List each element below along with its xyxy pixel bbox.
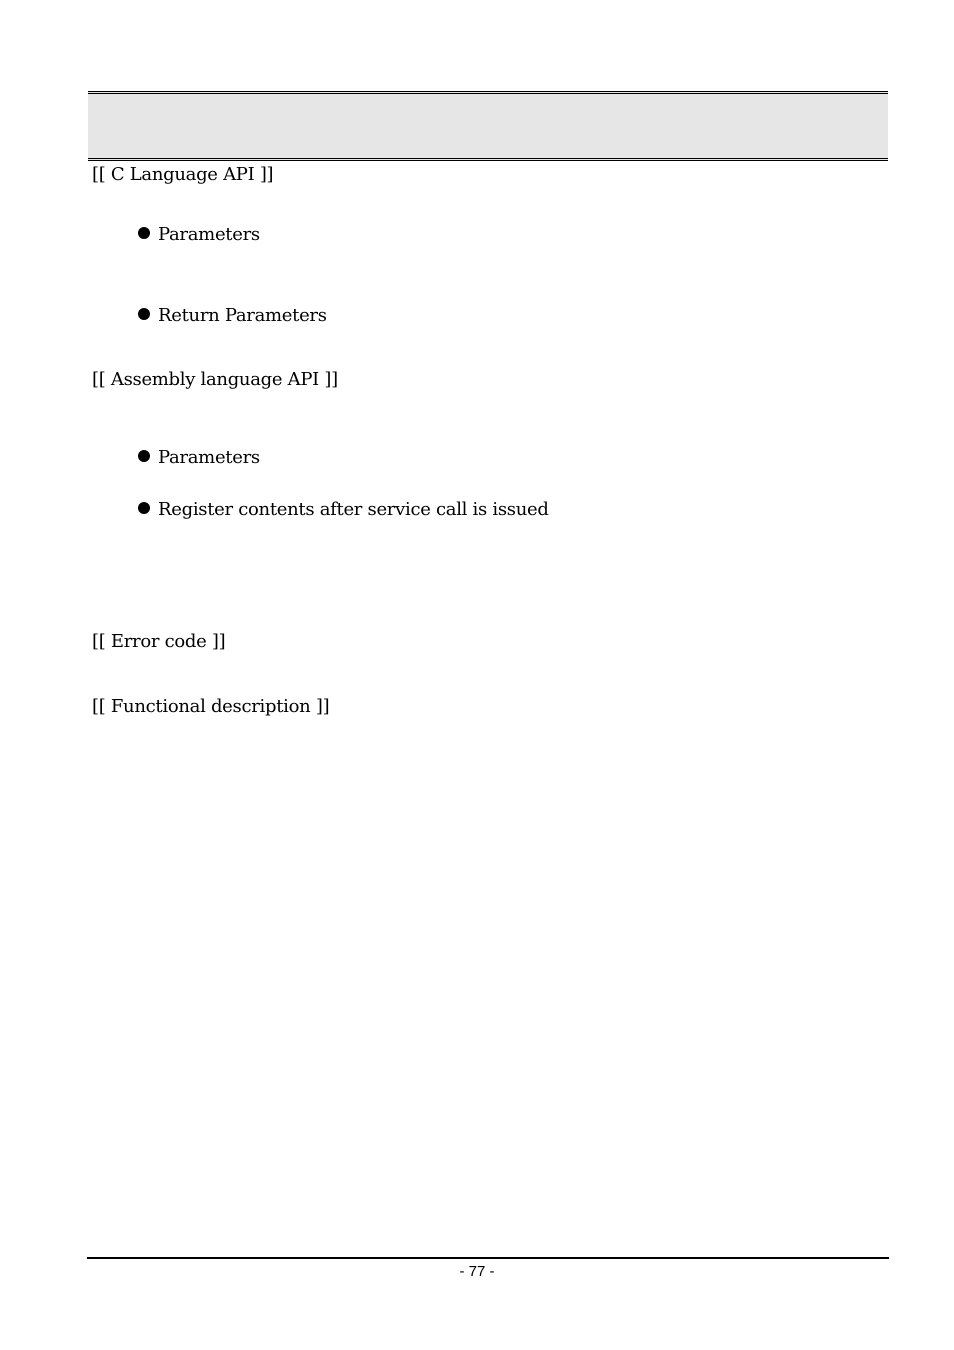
bullet-dot-icon (138, 227, 150, 239)
bullet-dot-icon (138, 308, 150, 320)
bullet-label: Return Parameters (158, 305, 327, 326)
bullet-label: Register contents after service call is issued (158, 499, 549, 520)
assembly-language-api-heading: [[ Assembly language API ]] (92, 369, 338, 390)
footer-rule (87, 1257, 889, 1259)
asm-parameters-bullet (138, 448, 260, 468)
bullet-label: Parameters (158, 224, 260, 245)
bullet-label: Parameters (158, 447, 260, 468)
title-band (88, 91, 888, 161)
bullet-dot-icon (138, 450, 150, 462)
page-number: - 77 - (459, 1263, 495, 1280)
error-code-heading: [[ Error code ]] (92, 631, 226, 652)
register-contents-bullet (138, 500, 549, 520)
bullet-dot-icon (138, 502, 150, 514)
c-language-api-heading: [[ C Language API ]] (92, 164, 274, 185)
c-parameters-bullet (138, 225, 260, 245)
functional-description-heading: [[ Functional description ]] (92, 696, 330, 717)
c-return-parameters-bullet (138, 306, 327, 326)
